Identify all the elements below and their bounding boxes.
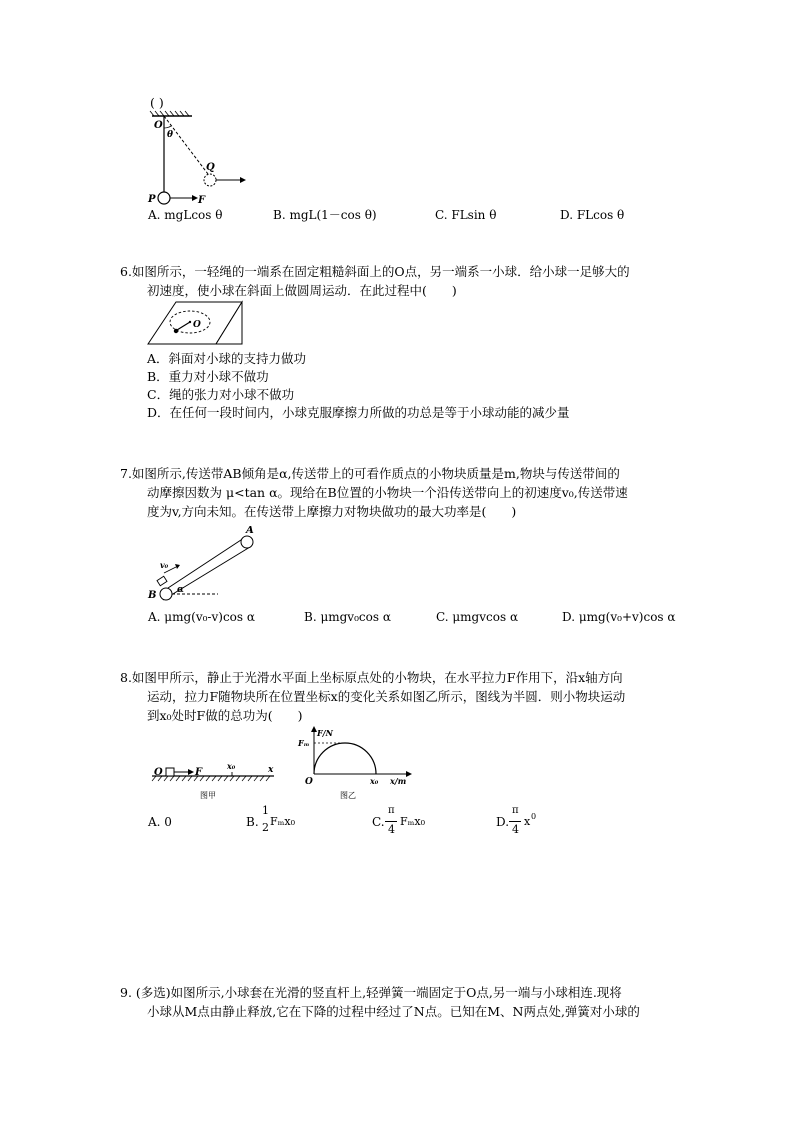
q5-label-O: O — [154, 120, 163, 131]
q7-label-v0: v₀ — [160, 560, 169, 570]
q8-figure-jia — [150, 758, 280, 802]
q6-line-1: 6.如图所示，一轻绳的一端系在固定粗糙斜面上的O点，另一端系一小球．给小球一足够大的 — [120, 264, 630, 279]
q6-incline-figure — [146, 298, 246, 348]
q8-yi-label-x0: x₀ — [370, 776, 379, 786]
q8-jia-label-O: O — [154, 767, 163, 778]
q7-line-1: 7.如图所示,传送带AB倾角是α,传送带上的可看作质点的小物块质量是m,物块与传送带间的 — [120, 466, 620, 481]
q7-conveyor-figure — [146, 526, 296, 606]
q8-option-a: A. 0 — [148, 815, 172, 829]
q5-pendulum-figure — [140, 108, 260, 208]
q8-line-3: 到x₀处时F做的总功为( ) — [147, 708, 303, 723]
q7-label-A: A — [246, 526, 254, 536]
q6-label-O: O — [193, 320, 201, 330]
q8-option-d-denominator: 4 — [512, 823, 519, 836]
q8-option-d-prefix: D. — [496, 815, 510, 829]
q8-jia-label-F: F — [195, 767, 203, 778]
q7-line-2: 动摩擦因数为 μ<tan α。现给在B位置的小物块一个沿传送带向上的初速度v₀,传送带速 — [147, 485, 628, 500]
q8-figure-yi — [296, 726, 416, 802]
q5-option-a: A. mgLcos θ — [148, 208, 223, 222]
q8-yi-caption: 图乙 — [340, 791, 356, 800]
q6-options — [147, 350, 570, 422]
q6-option-c: C．绳的张力对小球不做功 — [147, 387, 295, 402]
q7-option-b: B. μmgv₀cos α — [304, 610, 391, 624]
q7-option-d: D. μmg(v₀+v)cos α — [562, 610, 676, 624]
q5-label-theta: θ — [167, 130, 174, 140]
q8-option-d-superscript: 0 — [531, 812, 537, 821]
q8-stem — [120, 668, 625, 725]
q5-answer-paren: ( ) — [150, 95, 164, 110]
q8-option-c-prefix: C. — [372, 815, 385, 829]
q8-line-2: 运动，拉力F随物块所在位置坐标x的变化关系如图乙所示，图线为半圆．则小物块运动 — [147, 689, 626, 704]
q7-option-c: C. μmgvcos α — [436, 610, 519, 624]
q5-label-P: P — [148, 194, 156, 205]
q8-option-b-prefix: B. — [246, 815, 259, 829]
q5-label-Q: Q — [206, 162, 215, 173]
q6-option-d: D．在任何一段时间内，小球克服摩擦力所做的功总是等于小球动能的减少量 — [147, 405, 570, 420]
q7-line-3: 度为v,方向未知。在传送带上摩擦力对物块做功的最大功率是( ) — [147, 504, 517, 519]
q8-yi-ylabel: F/N — [317, 728, 333, 738]
q8-jia-label-x: x — [268, 765, 274, 775]
q8-yi-label-O: O — [305, 777, 313, 787]
q7-option-a: A. μmg(v₀-v)cos α — [148, 610, 255, 624]
q8-option-c-rest: Fₘx₀ — [400, 815, 425, 828]
q5-label-F: F — [198, 195, 206, 206]
q7-label-B: B — [148, 590, 157, 601]
q8-line-1: 8.如图甲所示，静止于光滑水平面上坐标原点处的小物块，在水平拉力F作用下，沿x轴方向 — [120, 670, 623, 685]
q8-option-b-numerator: 1 — [262, 804, 269, 817]
q8-option-d-rest: x — [524, 815, 531, 828]
q8-jia-caption: 图甲 — [200, 791, 216, 800]
q7-stem — [120, 464, 628, 521]
q9-line-1: 9. (多选)如图所示,小球套在光滑的竖直杆上,轻弹簧一端固定于O点,另一端与小球相连.现将 — [120, 985, 622, 1000]
q5-option-b: B. mgL(1－cos θ) — [273, 208, 377, 222]
q9-stem — [120, 983, 640, 1021]
q7-label-alpha: α — [177, 585, 184, 595]
q8-yi-label-Fm: Fₘ — [298, 738, 310, 748]
q6-option-b: B．重力对小球不做功 — [147, 369, 269, 384]
q8-option-b-rest: Fₘx₀ — [270, 815, 295, 828]
q6-stem — [120, 262, 630, 300]
q9-line-2: 小球从M点由静止释放,它在下降的过程中经过了N点。已知在M、N两点处,弹簧对小球的 — [147, 1004, 640, 1019]
q6-option-a: A．斜面对小球的支持力做功 — [147, 351, 307, 366]
q8-option-c-numerator: π — [388, 805, 395, 816]
q8-option-d-numerator: π — [512, 805, 519, 816]
q5-option-d: D. FLcos θ — [560, 208, 625, 222]
q8-yi-xlabel: x/m — [390, 776, 407, 786]
q8-option-b-denominator: 2 — [262, 821, 269, 834]
q5-option-c: C. FLsin θ — [435, 208, 497, 222]
q6-line-2: 初速度，使小球在斜面上做圆周运动．在此过程中( ) — [147, 283, 457, 298]
q8-jia-label-x0: x₀ — [227, 761, 236, 771]
q8-option-c-denominator: 4 — [388, 823, 395, 836]
